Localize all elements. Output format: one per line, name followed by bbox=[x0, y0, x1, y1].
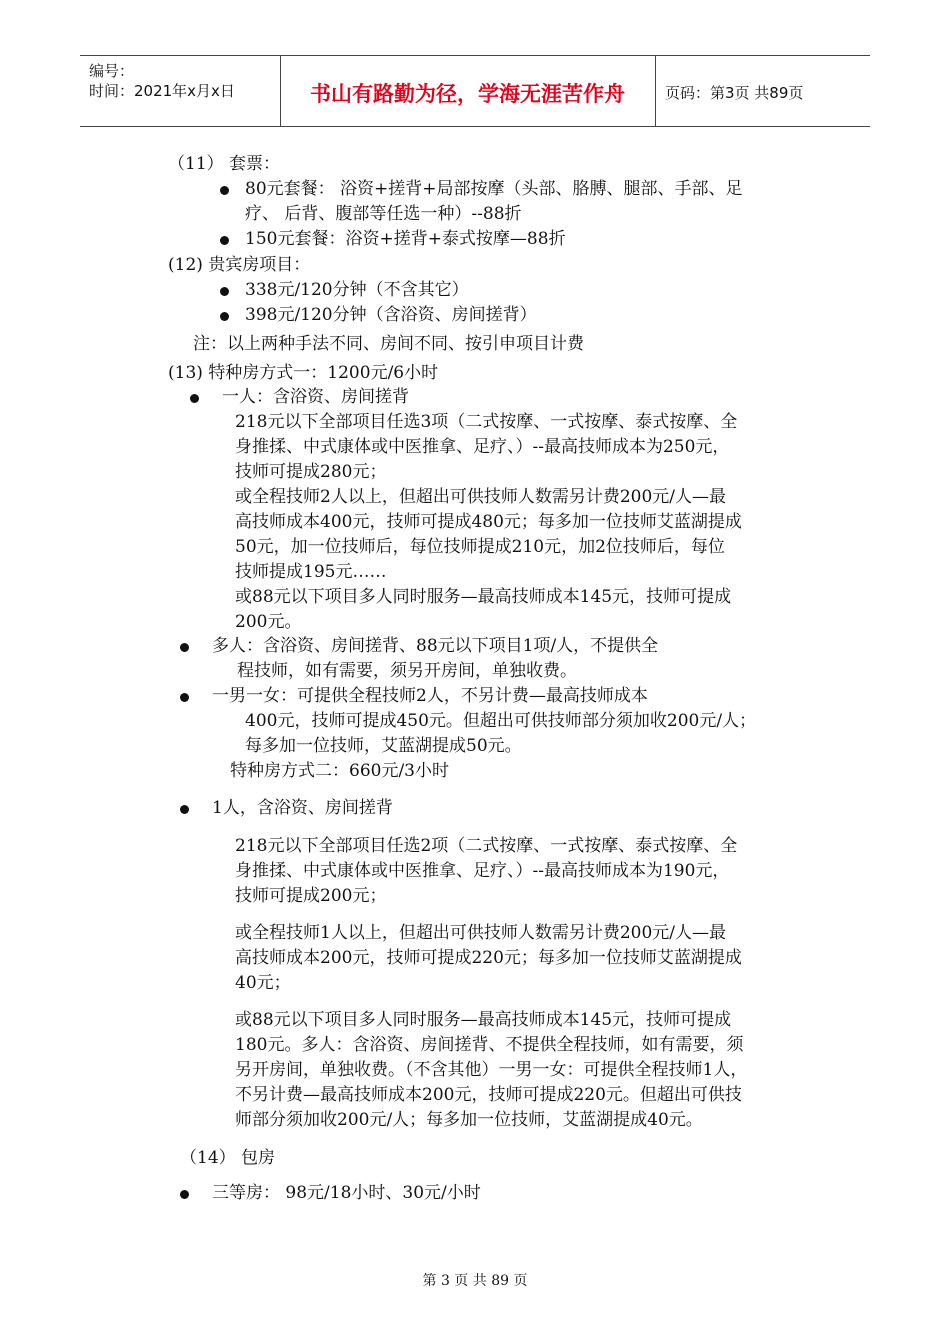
page-footer: 第 3 页 共 89 页 bbox=[422, 1273, 528, 1289]
s13-q3-line-2: 180元。多人：含浴资、房间搓背、不提供全程技师，如有需要，须 bbox=[235, 1035, 744, 1055]
s13-para-1-line-3: 技师可提成280元； bbox=[235, 462, 387, 482]
s13-q1-line-3: 技师可提成200元； bbox=[235, 886, 387, 906]
bullet-icon bbox=[220, 236, 229, 245]
header-page-cell bbox=[655, 56, 870, 126]
s13-q2-line-2: 高技师成本200元，技师可提成220元；每多加一位技师艾蓝湖提成 bbox=[235, 948, 742, 968]
s13-item-2-line-1: 多人：含浴资、房间搓背、88元以下项目1项/人，不提供全 bbox=[212, 636, 659, 656]
section-13-title: (13) 特种房方式一：1200元/6小时 bbox=[168, 363, 439, 383]
doc-number-label: 编号： bbox=[89, 62, 135, 80]
s13-para-2-line-3: 50元，加一位技师后，每位技师提成210元，加2位技师后，每位 bbox=[235, 537, 725, 557]
s14-item-1: 三等房： 98元/18小时、30元/小时 bbox=[212, 1183, 481, 1203]
page-header bbox=[80, 55, 870, 127]
s13-para-3-line-2: 200元。 bbox=[235, 612, 302, 632]
bullet-icon bbox=[180, 643, 189, 652]
header-motto-cell bbox=[280, 56, 656, 126]
s13-para-1-line-2: 身推揉、中式康体或中医推拿、足疗、）--最高技师成本为250元， bbox=[235, 437, 730, 457]
s13-q3-line-3: 另开房间，单独收费。（不含其他）一男一女：可提供全程技师1人， bbox=[235, 1060, 748, 1080]
s13-way-2-title: 特种房方式二：660元/3小时 bbox=[230, 761, 449, 781]
s11-item-1-line-1: 80元套餐： 浴资+搓背+局部按摩（头部、胳膊、腿部、手部、足 bbox=[245, 179, 743, 199]
s13-item-1: 一人：含浴资、房间搓背 bbox=[222, 387, 409, 407]
bullet-icon bbox=[180, 1190, 189, 1199]
bullet-icon bbox=[220, 186, 229, 195]
s13-q3-line-1: 或88元以下项目多人同时服务—最高技师成本145元，技师可提成 bbox=[235, 1010, 732, 1030]
s13-q3-line-5: 师部分须加收200元/人；每多加一位技师，艾蓝湖提成40元。 bbox=[235, 1110, 703, 1130]
s13-item-4: 1人，含浴资、房间搓背 bbox=[212, 798, 393, 818]
s13-item-3-line-3: 每多加一位技师，艾蓝湖提成50元。 bbox=[245, 736, 522, 756]
s13-q2-line-1: 或全程技师1人以上，但超出可供技师人数需另计费200元/人—最 bbox=[235, 923, 726, 943]
s13-q1-line-2: 身推揉、中式康体或中医推拿、足疗、）--最高技师成本为190元， bbox=[235, 861, 730, 881]
header-meta-cell bbox=[80, 56, 281, 126]
s13-q2-line-3: 40元； bbox=[235, 973, 291, 993]
bullet-icon bbox=[180, 805, 189, 814]
doc-time-label: 时间：2021年x月x日 bbox=[89, 82, 235, 100]
s13-para-1-line-1: 218元以下全部项目任选3项（二式按摩、一式按摩、泰式按摩、全 bbox=[235, 412, 738, 432]
s13-item-3-line-1: 一男一女：可提供全程技师2人，不另计费—最高技师成本 bbox=[212, 686, 648, 706]
s12-item-1: 338元/120分钟（不含其它） bbox=[245, 280, 469, 300]
header-motto: 书山有路勤为径，学海无涯苦作舟 bbox=[310, 82, 625, 106]
s12-item-2: 398元/120分钟（含浴资、房间搓背） bbox=[245, 305, 537, 325]
section-12-title: (12) 贵宾房项目： bbox=[168, 255, 311, 275]
s11-item-1-line-2: 疗、 后背、腹部等任选一种）--88折 bbox=[245, 204, 522, 224]
s13-para-3-line-1: 或88元以下项目多人同时服务—最高技师成本145元，技师可提成 bbox=[235, 587, 732, 607]
s13-item-2-line-2: 程技师，如有需要，须另开房间，单独收费。 bbox=[237, 661, 577, 681]
s13-q1-line-1: 218元以下全部项目任选2项（二式按摩、一式按摩、泰式按摩、全 bbox=[235, 836, 738, 856]
bullet-icon bbox=[190, 394, 199, 403]
s13-para-2-line-4: 技师提成195元…… bbox=[235, 562, 387, 582]
bullet-icon bbox=[220, 312, 229, 321]
s13-item-3-line-2: 400元，技师可提成450元。但超出可供技师部分须加收200元/人； bbox=[245, 711, 757, 731]
section-14-title: （14） 包房 bbox=[180, 1148, 276, 1168]
s13-para-2-line-1: 或全程技师2人以上，但超出可供技师人数需另计费200元/人—最 bbox=[235, 487, 726, 507]
s12-note: 注：以上两种手法不同、房间不同、按引申项目计费 bbox=[193, 334, 584, 354]
section-11-title: （11） 套票： bbox=[168, 154, 281, 174]
s11-item-2: 150元套餐：浴资+搓背+泰式按摩—88折 bbox=[245, 229, 566, 249]
s13-q3-line-4: 不另计费—最高技师成本200元，技师可提成220元。但超出可供技 bbox=[235, 1085, 742, 1105]
s13-para-2-line-2: 高技师成本400元，技师可提成480元；每多加一位技师艾蓝湖提成 bbox=[235, 512, 742, 532]
bullet-icon bbox=[180, 693, 189, 702]
header-page-number: 页码：第3页 共89页 bbox=[665, 84, 804, 102]
bullet-icon bbox=[220, 287, 229, 296]
